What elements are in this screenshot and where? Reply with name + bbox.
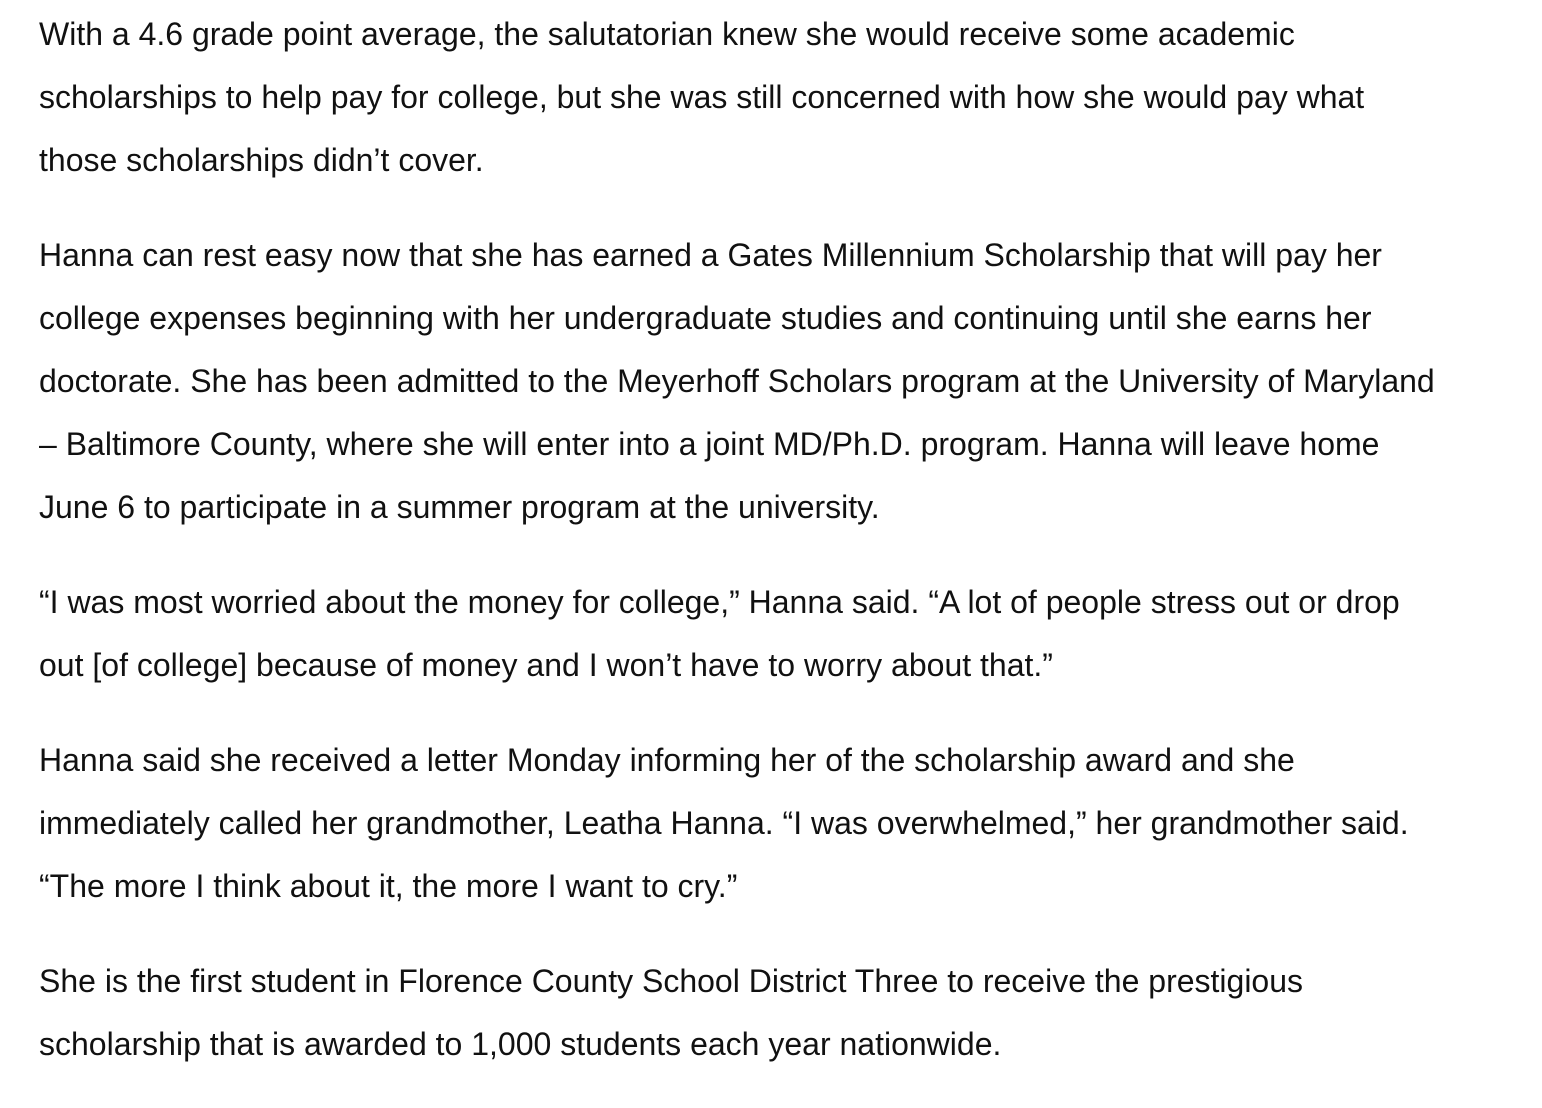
- paragraph-line: She is the first student in Florence County School District Three to receive the prestigious: [39, 963, 1304, 999]
- paragraph-line: those scholarships didn’t cover.: [39, 142, 484, 178]
- paragraph-line: – Baltimore County, where she will enter into a joint MD/Ph.D. program. Hanna will leave home: [39, 426, 1380, 462]
- paragraph-2: [39, 224, 1435, 539]
- paragraph-line: “I was most worried about the money for college,” Hanna said. “A lot of people stress out or drop: [39, 584, 1400, 620]
- paragraph-line: college expenses beginning with her undergraduate studies and continuing until she earns her: [39, 300, 1372, 336]
- paragraph-line: “The more I think about it, the more I want to cry.”: [39, 868, 738, 904]
- paragraph-line: out [of college] because of money and I won’t have to worry about that.”: [39, 647, 1053, 683]
- paragraph-line: June 6 to participate in a summer program at the university.: [39, 489, 880, 525]
- paragraph-line: With a 4.6 grade point average, the salutatorian knew she would receive some academic: [39, 16, 1295, 52]
- paragraph-line: Hanna can rest easy now that she has earned a Gates Millennium Scholarship that will pay her: [39, 237, 1382, 273]
- paragraph-4: [39, 729, 1409, 918]
- paragraph-5: [39, 950, 1303, 1076]
- paragraph-line: doctorate. She has been admitted to the Meyerhoff Scholars program at the University of Maryland: [39, 363, 1435, 399]
- paragraph-line: scholarship that is awarded to 1,000 students each year nationwide.: [39, 1026, 1002, 1062]
- paragraph-line: scholarships to help pay for college, but she was still concerned with how she would pay what: [39, 79, 1365, 115]
- paragraph-3-quote: [39, 571, 1400, 697]
- paragraph-line: immediately called her grandmother, Leatha Hanna. “I was overwhelmed,” her grandmother said.: [39, 805, 1409, 841]
- paragraph-1: [39, 3, 1364, 192]
- paragraph-line: Hanna said she received a letter Monday informing her of the scholarship award and she: [39, 742, 1295, 778]
